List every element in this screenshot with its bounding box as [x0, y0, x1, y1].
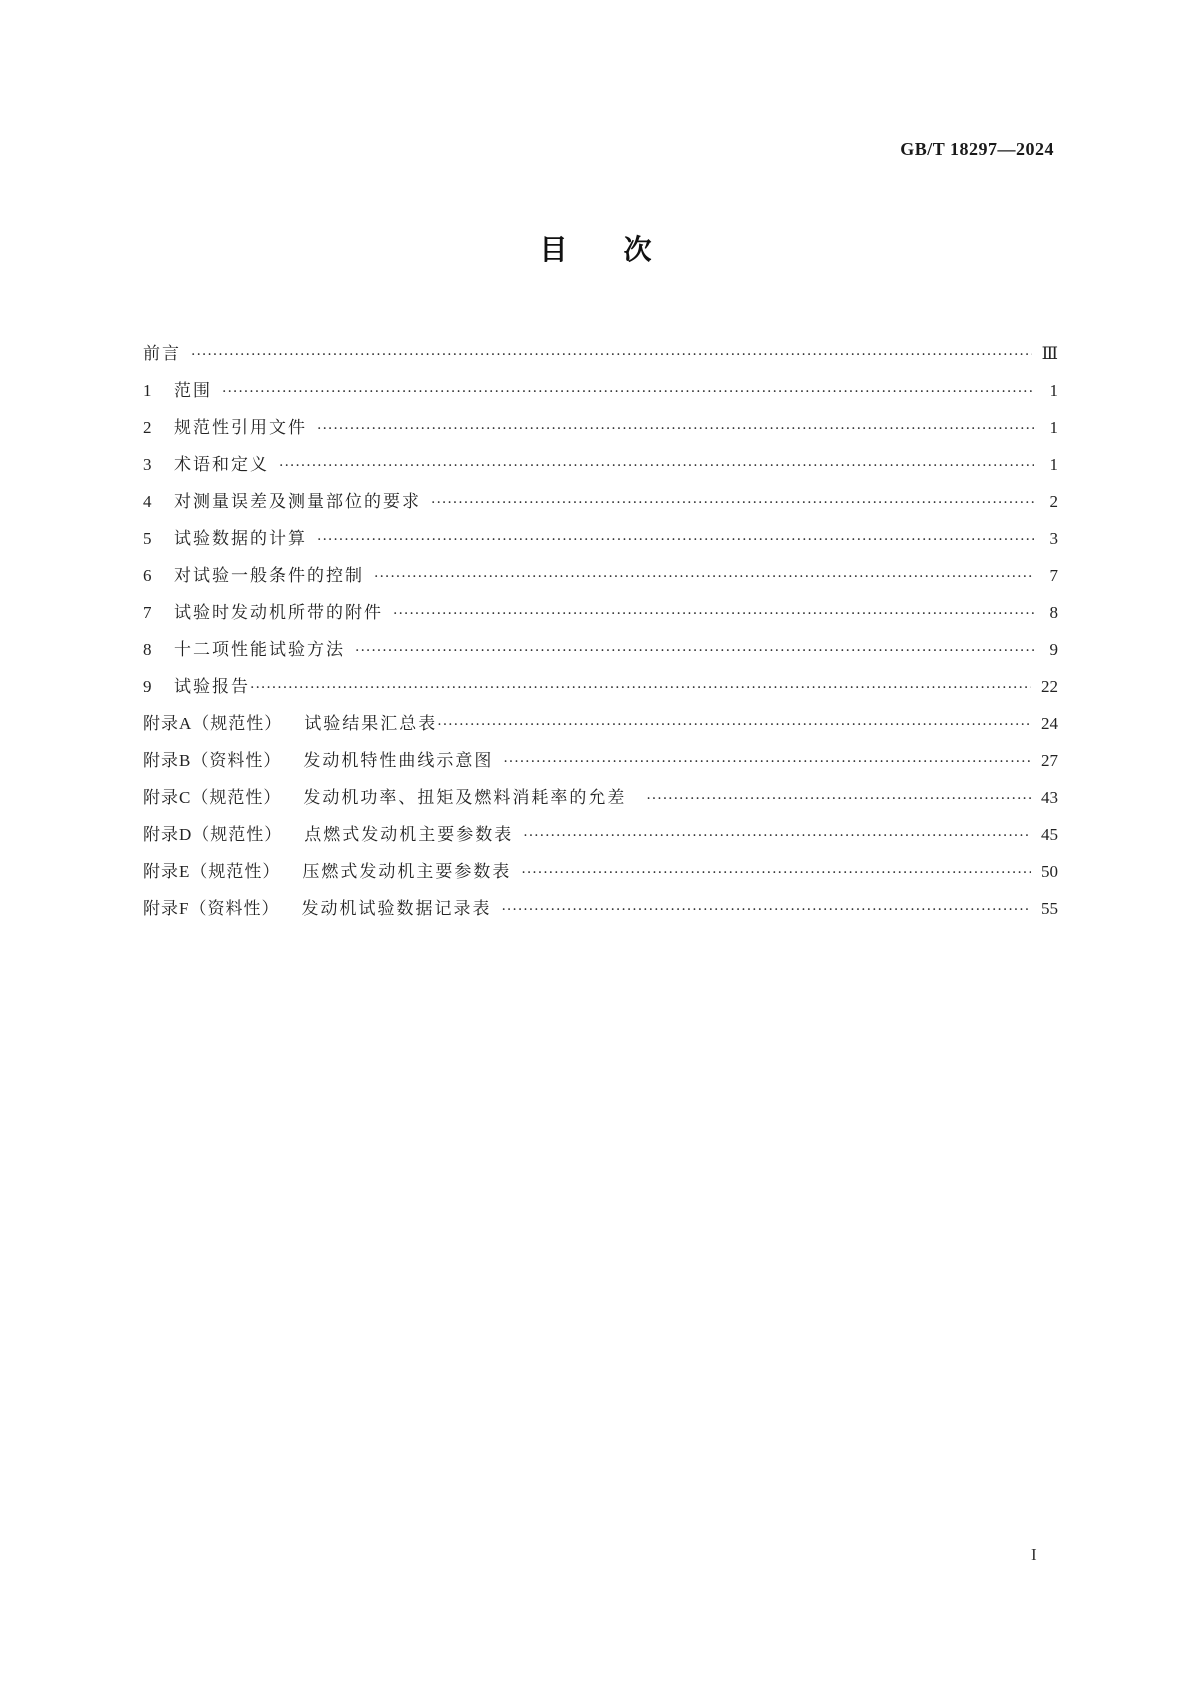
toc-entry-label: 术语和定义	[174, 455, 269, 475]
toc-entry-label: 对试验一般条件的控制	[174, 566, 364, 586]
toc-entry-page: 27	[1041, 751, 1058, 770]
toc-leader-dots	[521, 855, 1031, 892]
toc-leader-dots	[374, 559, 1034, 596]
toc-entry-page: 50	[1041, 862, 1058, 881]
toc-entry-page: 24	[1041, 714, 1058, 733]
toc-entry-page: 7	[1049, 566, 1058, 585]
toc-entry-appendix-d[interactable]	[143, 816, 1058, 853]
page-number: I	[1031, 1545, 1037, 1564]
toc-entry-page: 1	[1049, 418, 1058, 437]
toc-entry-appendix-e[interactable]	[143, 853, 1058, 890]
toc-appendix-prefix: 附录D（规范性）	[143, 825, 283, 844]
toc-entry-number: 6	[143, 566, 152, 585]
toc-entry-label: 压燃式发动机主要参数表	[302, 862, 512, 882]
toc-entry-3[interactable]	[143, 446, 1058, 483]
toc-leader-dots	[317, 522, 1034, 559]
toc-entry-appendix-c[interactable]	[143, 779, 1058, 816]
toc-entry-page: 8	[1049, 603, 1058, 622]
toc-appendix-prefix: 附录E（规范性）	[143, 862, 281, 881]
toc-leader-dots	[523, 818, 1031, 855]
toc-leader-dots	[503, 744, 1031, 781]
toc-entry-number: 4	[143, 492, 152, 511]
toc-entry-number: 7	[143, 603, 152, 622]
toc-entry-1[interactable]	[143, 372, 1058, 409]
toc-entry-7[interactable]	[143, 594, 1058, 631]
toc-leader-dots	[317, 411, 1034, 448]
toc-leader-dots	[646, 781, 1031, 818]
toc-entry-4[interactable]	[143, 483, 1058, 520]
toc-entry-number: 2	[143, 418, 152, 437]
toc-entry-label: 对测量误差及测量部位的要求	[174, 492, 421, 512]
toc-leader-dots	[250, 670, 1031, 707]
toc-entry-2[interactable]	[143, 409, 1058, 446]
toc-entry-label: 试验结果汇总表	[304, 714, 438, 734]
toc-entry-page: 1	[1049, 455, 1058, 474]
table-of-contents	[143, 335, 1058, 927]
toc-entry-label: 点燃式发动机主要参数表	[304, 825, 514, 845]
toc-leader-dots	[431, 485, 1034, 522]
toc-entry-8[interactable]	[143, 631, 1058, 668]
toc-entry-page: 3	[1049, 529, 1058, 548]
toc-entry-appendix-b[interactable]	[143, 742, 1058, 779]
toc-entry-label: 试验数据的计算	[174, 529, 307, 549]
toc-leader-dots	[279, 448, 1034, 485]
toc-leader-dots	[501, 892, 1031, 929]
toc-appendix-prefix: 附录F（资料性）	[143, 899, 280, 918]
toc-leader-dots	[191, 337, 1032, 374]
toc-entry-page: 9	[1049, 640, 1058, 659]
toc-entry-label: 发动机特性曲线示意图	[303, 751, 494, 771]
toc-entry-number: 8	[143, 640, 152, 659]
toc-entry-number: 9	[143, 677, 152, 696]
toc-entry-page: 45	[1041, 825, 1058, 844]
toc-entry-6[interactable]	[143, 557, 1058, 594]
toc-entry-page: 2	[1049, 492, 1058, 511]
toc-entry-label: 试验时发动机所带的附件	[174, 603, 383, 623]
toc-entry-5[interactable]	[143, 520, 1058, 557]
toc-entry-page: 55	[1041, 899, 1058, 918]
toc-leader-dots	[355, 633, 1034, 670]
toc-appendix-prefix: 附录B（资料性）	[143, 751, 282, 770]
toc-entry-label: 范围	[174, 381, 212, 401]
toc-entry-page: 43	[1041, 788, 1058, 807]
toc-entry-label: 规范性引用文件	[174, 418, 307, 438]
toc-entry-page: Ⅲ	[1041, 344, 1058, 363]
toc-entry-foreword[interactable]	[143, 335, 1058, 372]
toc-entry-number: 1	[143, 381, 152, 400]
toc-entry-appendix-f[interactable]	[143, 890, 1058, 927]
toc-entry-number: 5	[143, 529, 152, 548]
toc-entry-number: 3	[143, 455, 152, 474]
toc-entry-label: 前言	[143, 344, 181, 364]
toc-entry-appendix-a[interactable]	[143, 705, 1058, 742]
toc-entry-page: 1	[1049, 381, 1058, 400]
toc-entry-9[interactable]	[143, 668, 1058, 705]
page-title: 目次	[539, 233, 708, 266]
standard-code: GB/T 18297—2024	[900, 139, 1054, 159]
toc-leader-dots	[437, 707, 1031, 744]
toc-appendix-prefix: 附录C（规范性）	[143, 788, 282, 807]
toc-entry-label: 十二项性能试验方法	[174, 640, 345, 660]
toc-appendix-prefix: 附录A（规范性）	[143, 714, 283, 733]
toc-entry-label: 发动机功率、扭矩及燃料消耗率的允差	[303, 788, 627, 808]
toc-entry-label: 发动机试验数据记录表	[301, 899, 492, 919]
toc-leader-dots	[393, 596, 1034, 633]
toc-leader-dots	[222, 374, 1034, 411]
toc-entry-label: 试验报告	[174, 677, 250, 697]
toc-entry-page: 22	[1041, 677, 1058, 696]
